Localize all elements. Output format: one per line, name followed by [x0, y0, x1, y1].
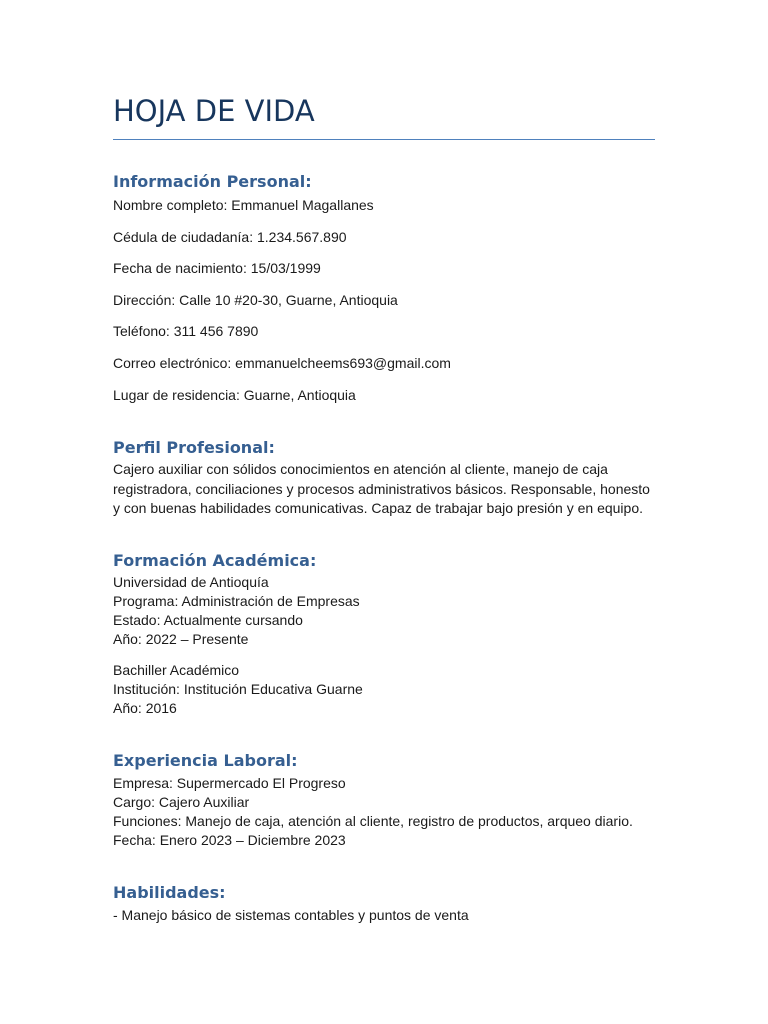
experience-line: Fecha: Enero 2023 – Diciembre 2023: [113, 832, 346, 848]
title-divider: [113, 139, 655, 140]
document-title: HOJA DE VIDA: [113, 94, 315, 128]
section-heading-experience: Experiencia Laboral:: [113, 751, 298, 770]
section-heading-personal: Información Personal:: [113, 172, 312, 191]
personal-name: Nombre completo: Emmanuel Magallanes: [113, 197, 374, 213]
personal-email: Correo electrónico: emmanuelcheems693@gmail.com: [113, 355, 451, 371]
personal-residence: Lugar de residencia: Guarne, Antioquia: [113, 387, 356, 403]
education-line: Institución: Institución Educativa Guarne: [113, 681, 363, 697]
personal-phone: Teléfono: 311 456 7890: [113, 323, 259, 339]
personal-address: Dirección: Calle 10 #20-30, Guarne, Antioquia: [113, 292, 398, 308]
education-line: Programa: Administración de Empresas: [113, 593, 360, 609]
education-line: Estado: Actualmente cursando: [113, 612, 303, 628]
section-heading-skills: Habilidades:: [113, 883, 226, 902]
profile-text: Cajero auxiliar con sólidos conocimientos en atención al cliente, manejo de caja registradora, conciliaciones y procesos administrativos básicos. Responsable, honesto y con buenas habilidades comunicativas. Capaz de trabajar bajo presión y en equipo.: [113, 461, 650, 516]
personal-id: Cédula de ciudadanía: 1.234.567.890: [113, 229, 347, 245]
education-line: Universidad de Antioquía: [113, 574, 269, 590]
education-line: Bachiller Académico: [113, 662, 240, 678]
skill-item: - Manejo básico de sistemas contables y puntos de venta: [113, 907, 469, 923]
education-line: Año: 2016: [113, 700, 177, 716]
experience-line: Funciones: Manejo de caja, atención al cliente, registro de productos, arqueo diario.: [113, 813, 633, 829]
section-heading-profile: Perfil Profesional:: [113, 438, 275, 457]
experience-line: Cargo: Cajero Auxiliar: [113, 794, 250, 810]
education-line: Año: 2022 – Presente: [113, 631, 249, 647]
section-heading-education: Formación Académica:: [113, 551, 317, 570]
personal-birthdate: Fecha de nacimiento: 15/03/1999: [113, 260, 321, 276]
experience-line: Empresa: Supermercado El Progreso: [113, 775, 346, 791]
